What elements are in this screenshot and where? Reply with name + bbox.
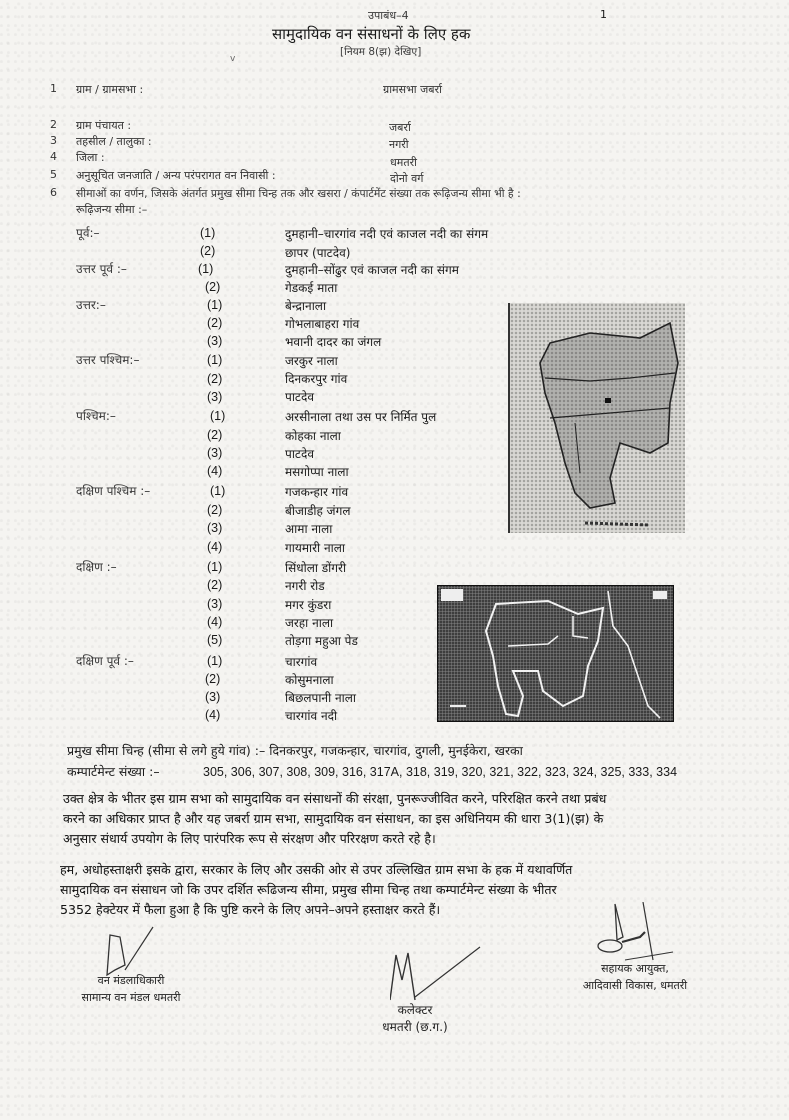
direction-north-west: उत्तर पश्चिम:– bbox=[76, 353, 140, 367]
field-label-panchayat: ग्राम पंचायत : bbox=[76, 119, 132, 132]
boundary-item: छापर (पाटदेव) bbox=[285, 246, 351, 260]
item-number: (1) bbox=[210, 409, 226, 423]
boundary-item: तोड़गा महुआ पेड bbox=[285, 634, 358, 648]
boundary-item: गोभलाबाहरा गांव bbox=[285, 317, 360, 331]
signatory-left-title: वन मंडलाधिकारी bbox=[97, 974, 165, 987]
item-number: (1) bbox=[207, 298, 223, 312]
document-title: सामुदायिक वन संसाधनों के लिए हक bbox=[272, 25, 471, 43]
annex-label: उपाबंध–4 bbox=[368, 9, 409, 22]
field-label-boundary-description: सीमाओं का वर्णन, जिसके अंतर्गत प्रमुख सीमा चिन्ह तक और खसरा / कंपार्टमेंट संख्या तक रूढ़िजन्य सीमा भी है : bbox=[76, 187, 521, 200]
signatory-center bbox=[340, 1002, 490, 1036]
item-number: (4) bbox=[207, 615, 223, 629]
boundary-item: गजकन्हार गांव bbox=[285, 485, 349, 499]
item-number: (5) bbox=[207, 633, 223, 647]
signature-right-icon bbox=[595, 902, 675, 962]
boundary-item: दुमहानी–सोंढुर एवं काजल नदी का संगम bbox=[285, 263, 459, 277]
item-number: (3) bbox=[207, 334, 223, 348]
field-value-tehsil: नगरी bbox=[389, 138, 409, 151]
signatory-left-office: सामान्य वन मंडल धमतरी bbox=[81, 991, 181, 1004]
item-number: (2) bbox=[207, 578, 223, 592]
field-number: 2 bbox=[50, 118, 57, 131]
item-number: (1) bbox=[210, 484, 226, 498]
field-number: 4 bbox=[50, 150, 57, 163]
boundary-item: गायमारी नाला bbox=[285, 541, 345, 555]
direction-east: पूर्व:– bbox=[76, 226, 100, 240]
item-number: (2) bbox=[205, 280, 221, 294]
boundary-item: बेन्द्रानाला bbox=[285, 299, 327, 313]
boundary-item: सिंधोला डोंगरी bbox=[285, 561, 347, 575]
item-number: (2) bbox=[205, 672, 221, 686]
direction-south-west: दक्षिण पश्चिम :– bbox=[76, 484, 151, 498]
boundary-item: अरसीनाला तथा उस पर निर्मित पुल bbox=[285, 410, 437, 424]
boundary-item: कोहका नाला bbox=[285, 429, 341, 443]
boundary-item: मगर कुंडरा bbox=[285, 598, 332, 612]
field-number: 3 bbox=[50, 134, 57, 147]
map-outline-icon bbox=[510, 303, 685, 533]
boundary-item: आमा नाला bbox=[285, 522, 333, 536]
field-value-village: ग्रामसभा जबर्रा bbox=[383, 83, 442, 96]
satellite-boundary-map bbox=[437, 585, 674, 722]
boundary-item: मसगोप्पा नाला bbox=[285, 465, 349, 479]
paragraph-line: हम, अधोहस्ताक्षरी इसके द्वारा, सरकार के लिए और उसकी ओर से उपर उल्लिखित ग्राम सभा के हक में यथावर्णित bbox=[60, 862, 573, 877]
paragraph-line: सामुदायिक वन संसाधन जो कि उपर दर्शित रूढिजन्य सीमा, प्रमुख सीमा चिन्ह तथा कम्पार्टमेन्ट संख्या के भीतर bbox=[60, 882, 557, 897]
boundary-item: बीजाडीह जंगल bbox=[285, 504, 351, 518]
field-label-tribe: अनुसूचित जनजाति / अन्य परंपरागत वन निवासी : bbox=[76, 169, 276, 182]
direction-north: उत्तर:– bbox=[76, 298, 106, 312]
boundary-item: नगरी रोड bbox=[285, 579, 325, 593]
signatory-right-title: सहायक आयुक्त, bbox=[601, 962, 669, 975]
item-number: (2) bbox=[207, 503, 223, 517]
item-number: (2) bbox=[207, 372, 223, 386]
signatory-right-office: आदिवासी विकास, धमतरी bbox=[582, 979, 688, 992]
boundary-item: कोसुमनाला bbox=[285, 673, 334, 687]
field-value-tribe: दोनो वर्ग bbox=[390, 172, 424, 185]
field-label-tehsil: तहसील / तालुका : bbox=[76, 135, 152, 148]
boundary-item: पाटदेव bbox=[285, 390, 315, 404]
item-number: (1) bbox=[207, 654, 223, 668]
boundary-item: भवानी दादर का जंगल bbox=[285, 335, 382, 349]
signature-center-icon bbox=[390, 945, 490, 1005]
page-number: 1 bbox=[600, 8, 607, 21]
paragraph-line: करने का अधिकार प्राप्त है और यह जबर्रा ग्राम सभा, सामुदायिक वन संसाधन, का इस अधिनियम की धारा 3(1)(झ) के bbox=[63, 811, 604, 826]
item-number: (1) bbox=[207, 560, 223, 574]
boundary-item: गेडकई माता bbox=[285, 281, 338, 295]
item-number: (3) bbox=[207, 521, 223, 535]
field-label-village: ग्राम / ग्रामसभा : bbox=[76, 83, 144, 96]
field-number: 1 bbox=[50, 82, 57, 95]
item-number: (4) bbox=[207, 540, 223, 554]
item-number: (2) bbox=[207, 316, 223, 330]
boundary-item: जरकुर नाला bbox=[285, 354, 338, 368]
item-number: (3) bbox=[207, 446, 223, 460]
signatory-center-title: कलेक्टर bbox=[397, 1003, 433, 1017]
field-label-district: जिला : bbox=[76, 151, 105, 164]
compartments-label: कम्पार्टमेन्ट संख्या :– bbox=[67, 764, 160, 779]
item-number: (2) bbox=[200, 244, 216, 258]
signatory-right bbox=[555, 960, 715, 994]
item-number: (4) bbox=[207, 464, 223, 478]
boundary-item: चारगांव bbox=[285, 655, 318, 669]
boundary-item: पाटदेव bbox=[285, 447, 315, 461]
paragraph-line: 5352 हेक्टेयर में फैला हुआ है कि पुष्टि करने के लिए अपने–अपने हस्ताक्षर करते हैं। bbox=[60, 902, 441, 917]
signatory-center-office: धमतरी (छ.ग.) bbox=[382, 1020, 448, 1034]
rule-reference: [नियम 8(झ) देखिए] bbox=[340, 46, 422, 58]
paragraph-line: उक्त क्षेत्र के भीतर इस ग्राम सभा को सामुदायिक वन संसाधनों की संरक्षा, पुनरूज्जीवित करने, परिरक्षित करने तथा प्रबंध bbox=[63, 791, 607, 806]
boundary-item: जरहा नाला bbox=[285, 616, 334, 630]
boundary-item: दिनकरपुर गांव bbox=[285, 372, 348, 386]
item-number: (2) bbox=[207, 428, 223, 442]
boundary-item: दुमहानी–चारगांव नदी एवं काजल नदी का संगम bbox=[285, 227, 489, 241]
field-value-panchayat: जबर्रा bbox=[389, 121, 411, 134]
item-number: (1) bbox=[207, 353, 223, 367]
paragraph-line: अनुसार संधार्य उपयोग के लिए पारंपरिक रूप से संरक्षण और परिरक्षण करते रहे है। bbox=[63, 831, 436, 846]
item-number: (1) bbox=[198, 262, 214, 276]
signatory-left bbox=[56, 972, 206, 1006]
item-number: (1) bbox=[200, 226, 216, 240]
stray-mark: v bbox=[230, 54, 236, 64]
landmarks-line: प्रमुख सीमा चिन्ह (सीमा से लगे हुये गांव) :– दिनकरपुर, गजकन्हार, चारगांव, दुगली, मुनईकेरा, खरका bbox=[67, 743, 523, 758]
direction-south-east: दक्षिण पूर्व :– bbox=[76, 654, 134, 668]
boundary-sketch-map bbox=[508, 303, 685, 533]
direction-west: पश्चिम:– bbox=[76, 409, 116, 423]
field-number: 5 bbox=[50, 168, 57, 181]
satellite-outline-icon bbox=[438, 586, 673, 721]
compartments-list: 305, 306, 307, 308, 309, 316, 317A, 318, 319, 320, 321, 322, 323, 324, 325, 333, 334 bbox=[203, 765, 678, 779]
boundary-heading: रूढ़िजन्य सीमा :– bbox=[76, 203, 148, 216]
field-value-district: धमतरी bbox=[390, 156, 417, 169]
item-number: (4) bbox=[205, 708, 221, 722]
item-number: (3) bbox=[207, 597, 223, 611]
item-number: (3) bbox=[207, 390, 223, 404]
boundary-item: बिछलपानी नाला bbox=[285, 691, 357, 705]
direction-north-east: उत्तर पूर्व :– bbox=[76, 262, 127, 276]
field-number: 6 bbox=[50, 186, 57, 199]
boundary-item: चारगांव नदी bbox=[285, 709, 338, 723]
direction-south: दक्षिण :– bbox=[76, 560, 117, 574]
item-number: (3) bbox=[205, 690, 221, 704]
